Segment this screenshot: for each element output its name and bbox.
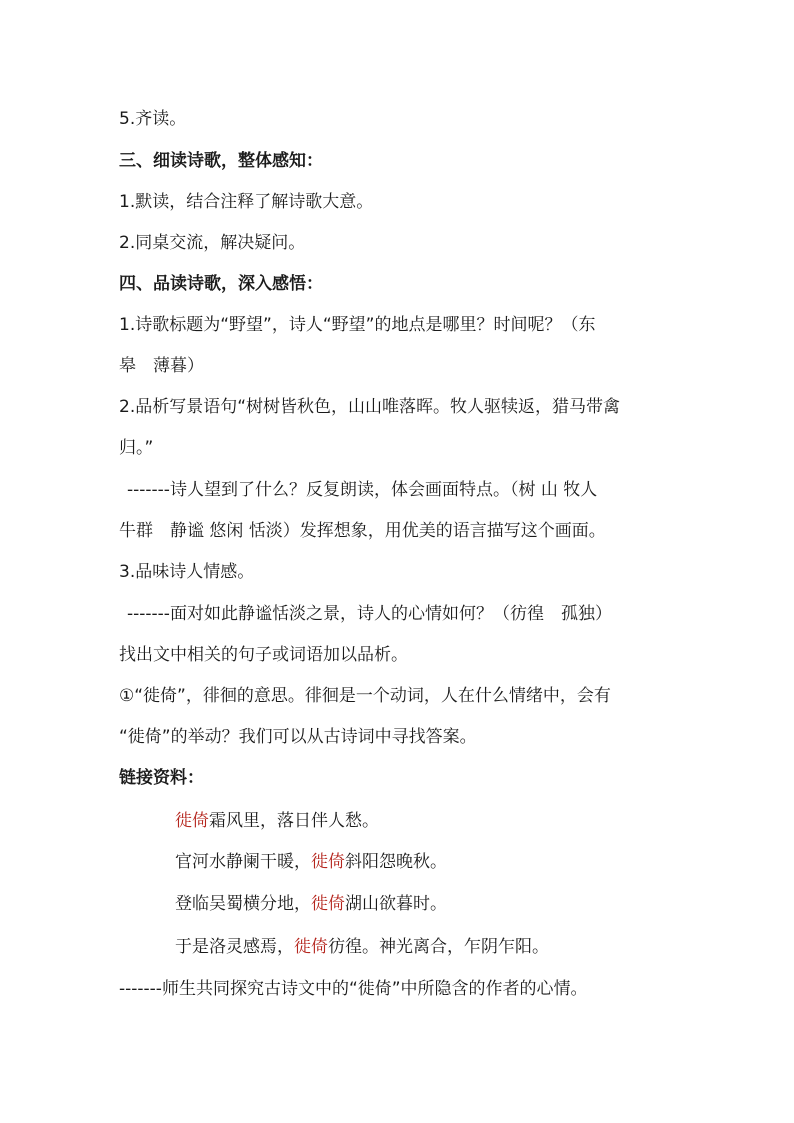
poem-quote-3 — [175, 893, 447, 915]
link-material-heading: 链接资料： — [119, 768, 204, 788]
poem-quote-post: 彷徨。神光离合，乍阴乍阳。 — [328, 937, 549, 957]
poem-quote-pre: 官河水静阑干暖， — [175, 852, 311, 872]
poem-quote-4 — [175, 936, 549, 958]
section-4-item-2-cont: 归。” — [119, 438, 154, 458]
section-3-item-2: 2.同桌交流，解决疑问。 — [119, 233, 306, 253]
section-4-item-1: 1.诗歌标题为“野望”，诗人“野望”的地点是哪里？时间呢？（东 — [119, 315, 596, 335]
poem-quote-post: 湖山欲暮时。 — [345, 894, 447, 914]
section-4-heading: 四、品读诗歌，深入感悟： — [119, 274, 323, 294]
section-4-item-1-cont: 皋 薄暮） — [119, 356, 204, 376]
poem-quote-keyword: 徙倚 — [175, 811, 209, 831]
closing-line: -------师生共同探究古诗文中的“徙倚”中所隐含的作者的心情。 — [119, 979, 588, 999]
poem-quote-keyword: 徙倚 — [294, 937, 328, 957]
poem-quote-keyword: 徙倚 — [311, 852, 345, 872]
poem-quote-pre: 登临吴蜀横分地， — [175, 894, 311, 914]
item-3-discussion: -------面对如此静谧恬淡之景，诗人的心情如何？（彷徨 孤独） — [127, 604, 612, 624]
xiyi-analysis: ①“徙倚”，徘徊的意思。徘徊是一个动词，人在什么情绪中，会有 — [119, 686, 611, 706]
item-2-discussion: -------诗人望到了什么？反复朗读，体会画面特点。（树 山 牧人 — [127, 480, 598, 500]
step-5-line: 5.齐读。 — [119, 109, 187, 129]
section-4-item-3: 3.品味诗人情感。 — [119, 562, 255, 582]
poem-quote-2 — [175, 851, 447, 873]
poem-quote-post: 斜阳怨晚秋。 — [345, 852, 447, 872]
item-2-discussion-cont: 牛群 静谧 悠闲 恬淡）发挥想象，用优美的语言描写这个画面。 — [119, 521, 606, 541]
section-3-heading: 三、细读诗歌，整体感知： — [119, 151, 323, 171]
section-3-item-1: 1.默读，结合注释了解诗歌大意。 — [119, 192, 374, 212]
item-3-discussion-cont: 找出文中相关的句子或词语加以品析。 — [119, 645, 408, 665]
xiyi-analysis-cont: “徙倚”的举动？我们可以从古诗词中寻找答案。 — [119, 727, 477, 747]
poem-quote-pre: 于是洛灵感焉， — [175, 937, 294, 957]
poem-quote-post: 霜风里，落日伴人愁。 — [209, 811, 379, 831]
section-4-item-2: 2.品析写景语句“树树皆秋色，山山唯落晖。牧人驱犊返，猎马带禽 — [119, 397, 621, 417]
poem-quote-keyword: 徙倚 — [311, 894, 345, 914]
poem-quote-1 — [175, 810, 379, 832]
